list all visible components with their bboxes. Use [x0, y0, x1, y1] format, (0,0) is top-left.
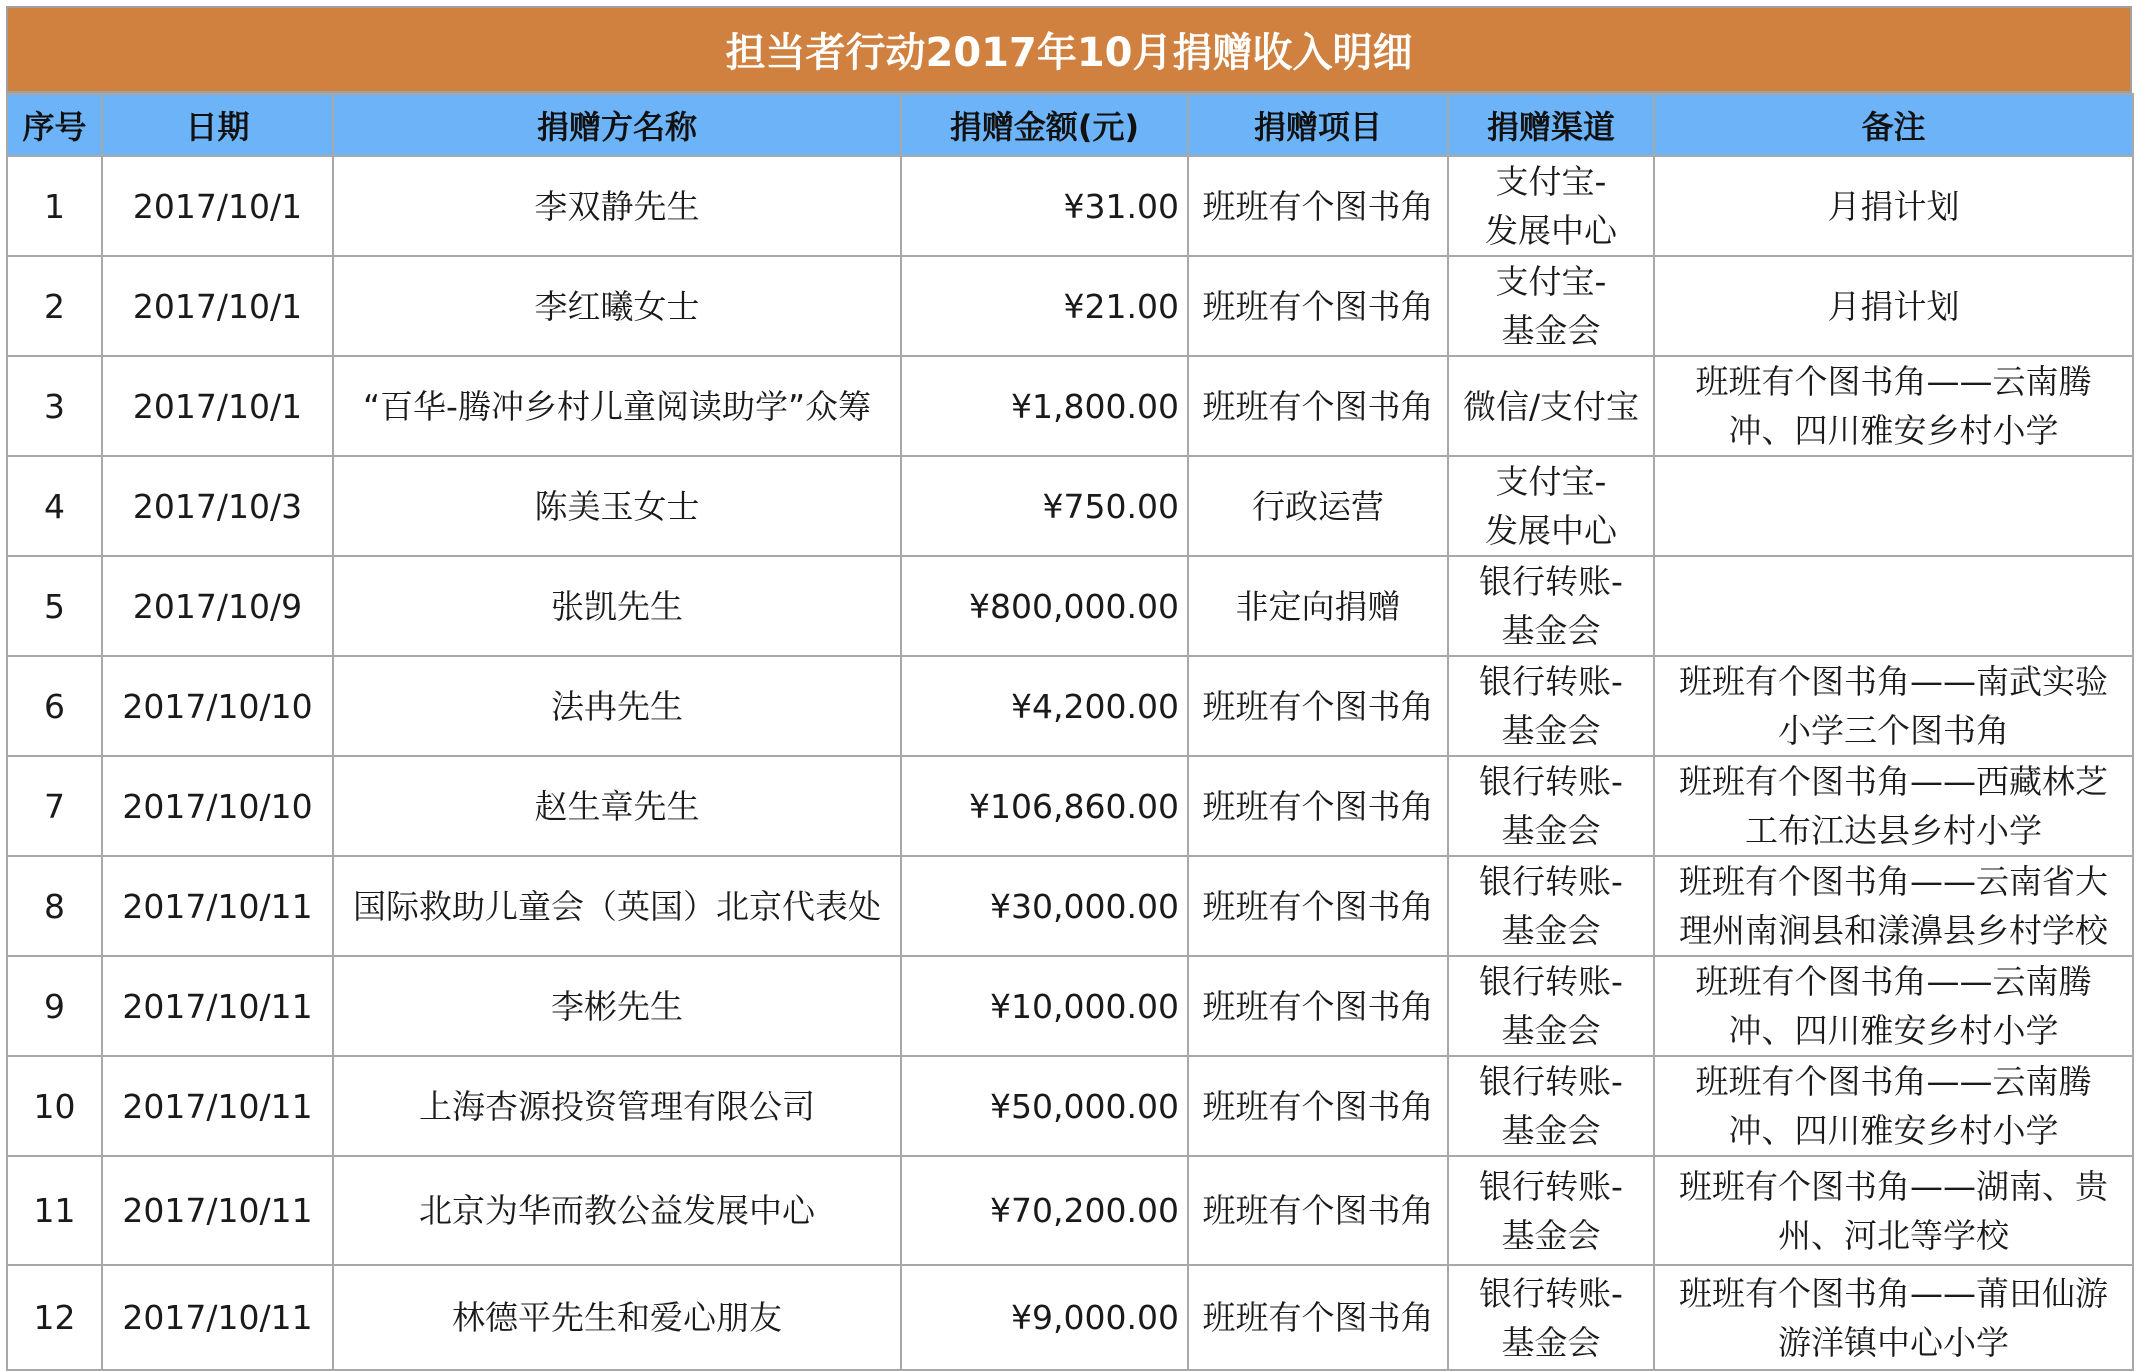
table-row: [7, 656, 2133, 756]
cell-amount-text: ¥10,000.00: [990, 986, 1179, 1026]
cell-amount-text: ¥106,860.00: [969, 786, 1179, 826]
cell-note-text: 班班有个图书角——云南腾 冲、四川雅安乡村小学: [1695, 1062, 2092, 1150]
table-row: [7, 456, 2133, 556]
cell-donor: [333, 1056, 901, 1156]
cell-no: [7, 556, 102, 656]
cell-channel: [1448, 756, 1654, 856]
cell-donor-text: 李红曦女士: [534, 286, 700, 326]
cell-no-text: 12: [33, 1298, 76, 1337]
cell-project: [1188, 756, 1448, 856]
cell-date: [102, 356, 333, 456]
cell-donor-text: 国际救助儿童会（英国）北京代表处: [353, 886, 881, 926]
cell-note-text: 班班有个图书角——云南腾 冲、四川雅安乡村小学: [1695, 362, 2092, 450]
header-row: [7, 94, 2133, 156]
cell-no: [7, 456, 102, 556]
cell-channel-text: 银行转账- 基金会: [1479, 862, 1623, 950]
cell-no-text: 5: [44, 586, 65, 626]
cell-date: [102, 556, 333, 656]
cell-date: [102, 1056, 333, 1156]
cell-channel: [1448, 256, 1654, 356]
cell-project-text: 班班有个图书角: [1202, 786, 1434, 826]
cell-project: [1188, 356, 1448, 456]
cell-amount: [901, 656, 1188, 756]
cell-project-text: 班班有个图书角: [1202, 186, 1434, 226]
cell-channel: [1448, 456, 1654, 556]
cell-donor-text: 李彬先生: [551, 986, 683, 1026]
cell-note: [1654, 756, 2133, 856]
cell-no: [7, 656, 102, 756]
cell-project-text: 班班有个图书角: [1202, 686, 1434, 726]
cell-date-text: 2017/10/11: [122, 886, 313, 926]
cell-amount-text: ¥30,000.00: [990, 886, 1179, 926]
cell-note-text: 月捐计划: [1827, 186, 1960, 226]
cell-donor: [333, 856, 901, 956]
cell-channel-text: 银行转账- 基金会: [1479, 662, 1623, 750]
cell-donor: [333, 956, 901, 1056]
cell-note-text: 班班有个图书角——云南省大 理州南涧县和漾濞县乡村学校: [1679, 862, 2108, 950]
cell-donor-text: 李双静先生: [534, 186, 700, 226]
cell-no-text: 6: [44, 686, 65, 726]
cell-date-text: 2017/10/11: [122, 986, 313, 1026]
cell-donor-text: “百华-腾冲乡村儿童阅读助学”众筹: [362, 386, 872, 426]
cell-amount: [901, 156, 1188, 256]
cell-date-text: 2017/10/10: [122, 686, 313, 726]
cell-donor-text: 林德平先生和爱心朋友: [452, 1298, 782, 1337]
cell-project-text: 班班有个图书角: [1202, 986, 1434, 1026]
cell-amount: [901, 856, 1188, 956]
cell-no: [7, 1156, 102, 1265]
table-row: [7, 856, 2133, 956]
cell-donor: [333, 456, 901, 556]
table-row: [7, 756, 2133, 856]
cell-project: [1188, 656, 1448, 756]
cell-donor-text: 张凯先生: [551, 586, 683, 626]
cell-project-text: 行政运营: [1252, 486, 1384, 526]
cell-channel-text: 银行转账- 基金会: [1479, 1273, 1623, 1362]
cell-no-text: 1: [44, 186, 65, 226]
cell-project: [1188, 1056, 1448, 1156]
cell-donor-text: 陈美玉女士: [534, 486, 700, 526]
cell-date: [102, 456, 333, 556]
cell-project-text: 班班有个图书角: [1202, 1086, 1434, 1126]
cell-note-text: 班班有个图书角——西藏林芝 工布江达县乡村小学: [1679, 762, 2108, 850]
cell-date: [102, 656, 333, 756]
cell-donor-text: 赵生章先生: [534, 786, 700, 826]
cell-note-text: 月捐计划: [1827, 286, 1960, 326]
cell-date: [102, 1156, 333, 1265]
cell-date-text: 2017/10/1: [132, 386, 303, 426]
cell-channel: [1448, 1056, 1654, 1156]
cell-note: [1654, 856, 2133, 956]
table-row: [7, 956, 2133, 1056]
cell-date: [102, 156, 333, 256]
cell-amount: [901, 756, 1188, 856]
cell-project: [1188, 256, 1448, 356]
cell-amount-text: ¥9,000.00: [1011, 1298, 1179, 1337]
cell-channel-text: 银行转账- 基金会: [1479, 762, 1623, 850]
cell-donor: [333, 256, 901, 356]
cell-channel: [1448, 1265, 1654, 1370]
cell-channel: [1448, 556, 1654, 656]
header-date: 日期: [102, 94, 333, 156]
cell-donor-text: 上海杏源投资管理有限公司: [419, 1086, 815, 1126]
cell-channel: [1448, 656, 1654, 756]
table-row: [7, 1265, 2133, 1370]
table-row: [7, 556, 2133, 656]
cell-date-text: 2017/10/1: [132, 286, 303, 326]
cell-no: [7, 156, 102, 256]
cell-channel-text: 支付宝- 基金会: [1495, 262, 1607, 350]
cell-no-text: 8: [44, 886, 65, 926]
cell-project: [1188, 156, 1448, 256]
cell-date: [102, 1265, 333, 1370]
cell-no: [7, 1056, 102, 1156]
cell-amount: [901, 956, 1188, 1056]
cell-note: [1654, 256, 2133, 356]
cell-amount-text: ¥750.00: [1042, 486, 1179, 526]
cell-no-text: 7: [44, 786, 65, 826]
cell-no: [7, 856, 102, 956]
cell-no-text: 10: [33, 1086, 76, 1126]
cell-project-text: 班班有个图书角: [1202, 1298, 1434, 1337]
cell-no: [7, 756, 102, 856]
cell-date: [102, 956, 333, 1056]
header-amount: 捐赠金额(元): [901, 94, 1188, 156]
table-row: [7, 256, 2133, 356]
cell-amount-text: ¥31.00: [1063, 186, 1179, 226]
cell-amount-text: ¥70,200.00: [990, 1191, 1179, 1230]
cell-channel: [1448, 856, 1654, 956]
cell-amount: [901, 556, 1188, 656]
cell-project-text: 班班有个图书角: [1202, 286, 1434, 326]
table-row: [7, 156, 2133, 256]
cell-no: [7, 956, 102, 1056]
header-donor: 捐赠方名称: [333, 94, 901, 156]
table-title: 担当者行动2017年10月捐赠收入明细: [6, 6, 2132, 93]
cell-donor-text: 北京为华而教公益发展中心: [419, 1191, 815, 1230]
cell-channel-text: 银行转账- 基金会: [1479, 962, 1623, 1050]
cell-date-text: 2017/10/1: [132, 186, 303, 226]
table-row: [7, 356, 2133, 456]
cell-project: [1188, 956, 1448, 1056]
cell-amount: [901, 356, 1188, 456]
cell-channel: [1448, 356, 1654, 456]
spreadsheet: [6, 6, 2132, 1371]
cell-amount-text: ¥800,000.00: [969, 586, 1179, 626]
cell-date-text: 2017/10/10: [122, 786, 313, 826]
cell-date: [102, 256, 333, 356]
cell-donor: [333, 1156, 901, 1265]
cell-no-text: 4: [44, 486, 65, 526]
cell-date-text: 2017/10/11: [122, 1298, 313, 1337]
cell-donor: [333, 156, 901, 256]
cell-donor: [333, 656, 901, 756]
cell-note-text: 班班有个图书角——南武实验 小学三个图书角: [1679, 662, 2108, 750]
cell-channel: [1448, 1156, 1654, 1265]
cell-no: [7, 356, 102, 456]
cell-date: [102, 756, 333, 856]
cell-channel-text: 银行转账- 基金会: [1479, 562, 1623, 650]
cell-no: [7, 1265, 102, 1370]
cell-channel-text: 微信/支付宝: [1462, 386, 1640, 426]
cell-note: [1654, 156, 2133, 256]
cell-project: [1188, 856, 1448, 956]
cell-channel-text: 支付宝- 发展中心: [1485, 162, 1617, 250]
cell-date-text: 2017/10/11: [122, 1191, 313, 1230]
header-channel: 捐赠渠道: [1448, 94, 1654, 156]
cell-donor: [333, 1265, 901, 1370]
cell-channel: [1448, 956, 1654, 1056]
cell-no-text: 3: [44, 386, 65, 426]
cell-amount-text: ¥50,000.00: [990, 1086, 1179, 1126]
cell-amount: [901, 1265, 1188, 1370]
cell-donor: [333, 556, 901, 656]
cell-project: [1188, 1156, 1448, 1265]
donation-table: [6, 93, 2134, 1371]
cell-project-text: 非定向捐赠: [1235, 586, 1401, 626]
cell-no-text: 11: [33, 1191, 76, 1230]
cell-no: [7, 256, 102, 356]
cell-amount-text: ¥4,200.00: [1011, 686, 1179, 726]
cell-donor: [333, 356, 901, 456]
cell-date-text: 2017/10/11: [122, 1086, 313, 1126]
cell-note: [1654, 656, 2133, 756]
cell-project-text: 班班有个图书角: [1202, 1191, 1434, 1230]
header-note: 备注: [1654, 94, 2133, 156]
cell-amount: [901, 456, 1188, 556]
cell-channel-text: 支付宝- 发展中心: [1485, 462, 1617, 550]
cell-project-text: 班班有个图书角: [1202, 886, 1434, 926]
cell-donor-text: 法冉先生: [551, 686, 683, 726]
cell-project: [1188, 456, 1448, 556]
cell-amount: [901, 1156, 1188, 1265]
cell-project: [1188, 556, 1448, 656]
cell-donor: [333, 756, 901, 856]
cell-amount-text: ¥1,800.00: [1011, 386, 1179, 426]
cell-note: [1654, 556, 2133, 656]
cell-no-text: 9: [44, 986, 65, 1026]
cell-channel-text: 银行转账- 基金会: [1479, 1062, 1623, 1150]
cell-note: [1654, 1056, 2133, 1156]
cell-date-text: 2017/10/3: [132, 486, 303, 526]
cell-note-text: 班班有个图书角——湖南、贵 州、河北等学校: [1679, 1166, 2108, 1255]
cell-note: [1654, 956, 2133, 1056]
cell-note: [1654, 1265, 2133, 1370]
cell-note: [1654, 1156, 2133, 1265]
cell-amount: [901, 256, 1188, 356]
cell-channel-text: 银行转账- 基金会: [1479, 1166, 1623, 1255]
table-row: [7, 1056, 2133, 1156]
header-project: 捐赠项目: [1188, 94, 1448, 156]
cell-note: [1654, 456, 2133, 556]
cell-no-text: 2: [44, 286, 65, 326]
cell-channel: [1448, 156, 1654, 256]
cell-note: [1654, 356, 2133, 456]
cell-date: [102, 856, 333, 956]
cell-amount: [901, 1056, 1188, 1156]
cell-note-text: 班班有个图书角——莆田仙游 游洋镇中心小学: [1679, 1273, 2108, 1362]
cell-amount-text: ¥21.00: [1063, 286, 1179, 326]
cell-note-text: 班班有个图书角——云南腾 冲、四川雅安乡村小学: [1695, 962, 2092, 1050]
header-no: 序号: [7, 94, 102, 156]
table-row: [7, 1156, 2133, 1265]
cell-date-text: 2017/10/9: [132, 586, 303, 626]
cell-project: [1188, 1265, 1448, 1370]
cell-project-text: 班班有个图书角: [1202, 386, 1434, 426]
